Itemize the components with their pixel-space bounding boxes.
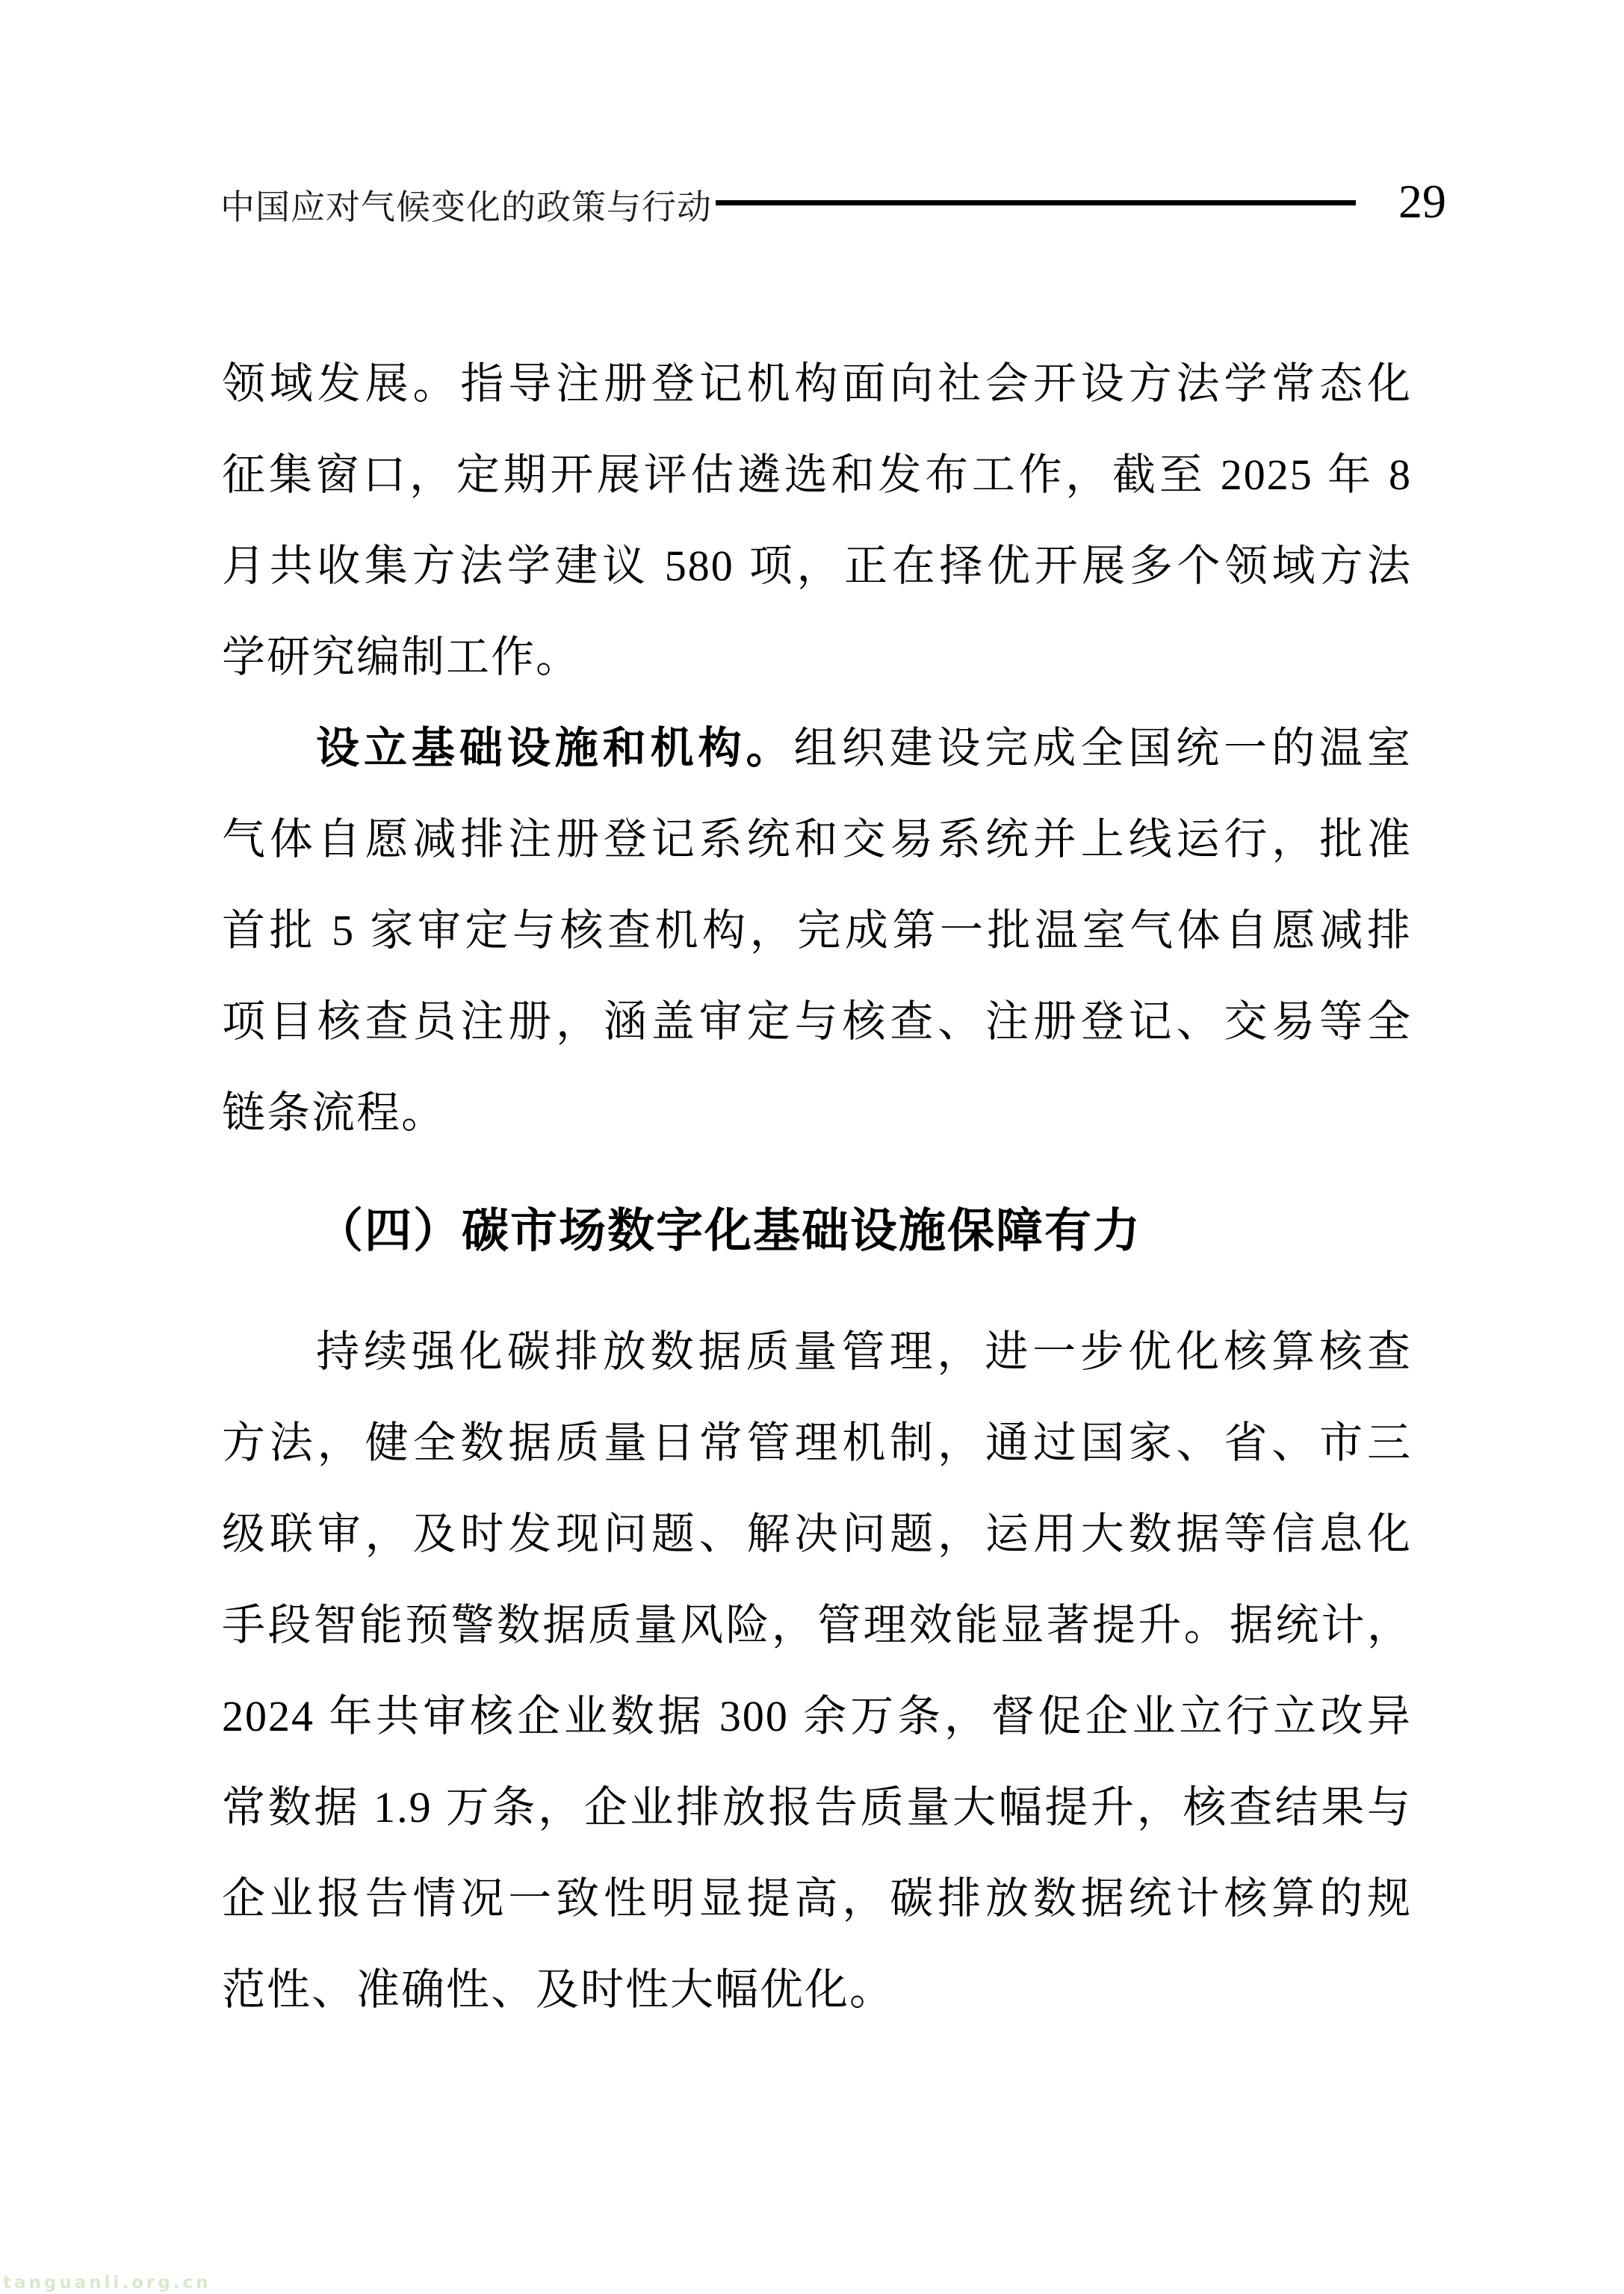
- text-run: 项目核查员注册，涵盖审定与核查、注册登记、交易等全: [222, 997, 1412, 1046]
- text-line: [222, 703, 1412, 794]
- text-line: [222, 794, 1412, 885]
- text-run: 征集窗口，定期开展评估遴选和发布工作，截至 2025 年 8: [222, 450, 1412, 499]
- paragraph: [222, 703, 1412, 1159]
- header-rule: [716, 200, 1356, 205]
- text-run: （四）碳市场数字化基础设施保障有力: [316, 1205, 1141, 1257]
- text-run: 学研究编制工作。: [222, 633, 581, 681]
- text-line: [222, 1398, 1412, 1489]
- text-line: [222, 612, 1412, 703]
- text-run: 领域发展。指导注册登记机构面向社会开设方法学常态化: [222, 359, 1412, 408]
- section-heading: [222, 1182, 1412, 1280]
- text-run: 气体自愿减排注册登记系统和交易系统并上线运行，批准: [222, 815, 1412, 864]
- text-run: 范性、准确性、及时性大幅优化。: [222, 1965, 895, 2014]
- text-run: 2024 年共审核企业数据 300 余万条，督促企业立行立改异: [222, 1692, 1412, 1740]
- text-line: [222, 1067, 1412, 1159]
- text-run: 链条流程。: [222, 1088, 447, 1137]
- paragraph: [222, 1306, 1412, 2036]
- text-line: [222, 976, 1412, 1067]
- content: [222, 338, 1412, 2036]
- text-run: 首批 5 家审定与核查机构，完成第一批温室气体自愿减排: [222, 906, 1412, 955]
- text-run: 常数据 1.9 万条，企业排放报告质量大幅提升，核查结果与: [222, 1783, 1412, 1832]
- text-line: [222, 1489, 1412, 1580]
- page-number: 29: [1398, 175, 1446, 228]
- watermark: tanguanli.org.cn: [3, 2273, 211, 2293]
- text-run: 组织建设完成全国统一的温室: [793, 724, 1412, 772]
- text-run: 手段智能预警数据质量风险，管理效能显著提升。据统计，: [222, 1601, 1412, 1649]
- text-run: 持续强化碳排放数据质量管理，进一步优化核算核查: [316, 1327, 1412, 1376]
- text-run: 月共收集方法学建议 580 项，正在择优开展多个领域方法: [222, 542, 1412, 590]
- paragraph: [222, 338, 1412, 703]
- text-run: 级联审，及时发现问题、解决问题，运用大数据等信息化: [222, 1510, 1412, 1558]
- text-line: [222, 1944, 1412, 2036]
- header-title: 中国应对气候变化的政策与行动: [220, 187, 712, 226]
- text-line: [222, 338, 1412, 430]
- text-line: [222, 1306, 1412, 1398]
- text-line: [222, 885, 1412, 976]
- text-run: 方法，健全数据质量日常管理机制，通过国家、省、市三: [222, 1419, 1412, 1467]
- heading-line: [222, 1182, 1412, 1280]
- text-run: 企业报告情况一致性明显提高，碳排放数据统计核算的规: [222, 1874, 1412, 1923]
- bold-lead: 设立基础设施和机构。: [316, 724, 794, 772]
- text-line: [222, 1762, 1412, 1853]
- text-line: [222, 521, 1412, 612]
- text-line: [222, 1580, 1412, 1671]
- text-line: [222, 430, 1412, 521]
- text-line: [222, 1853, 1412, 1944]
- text-line: [222, 1671, 1412, 1762]
